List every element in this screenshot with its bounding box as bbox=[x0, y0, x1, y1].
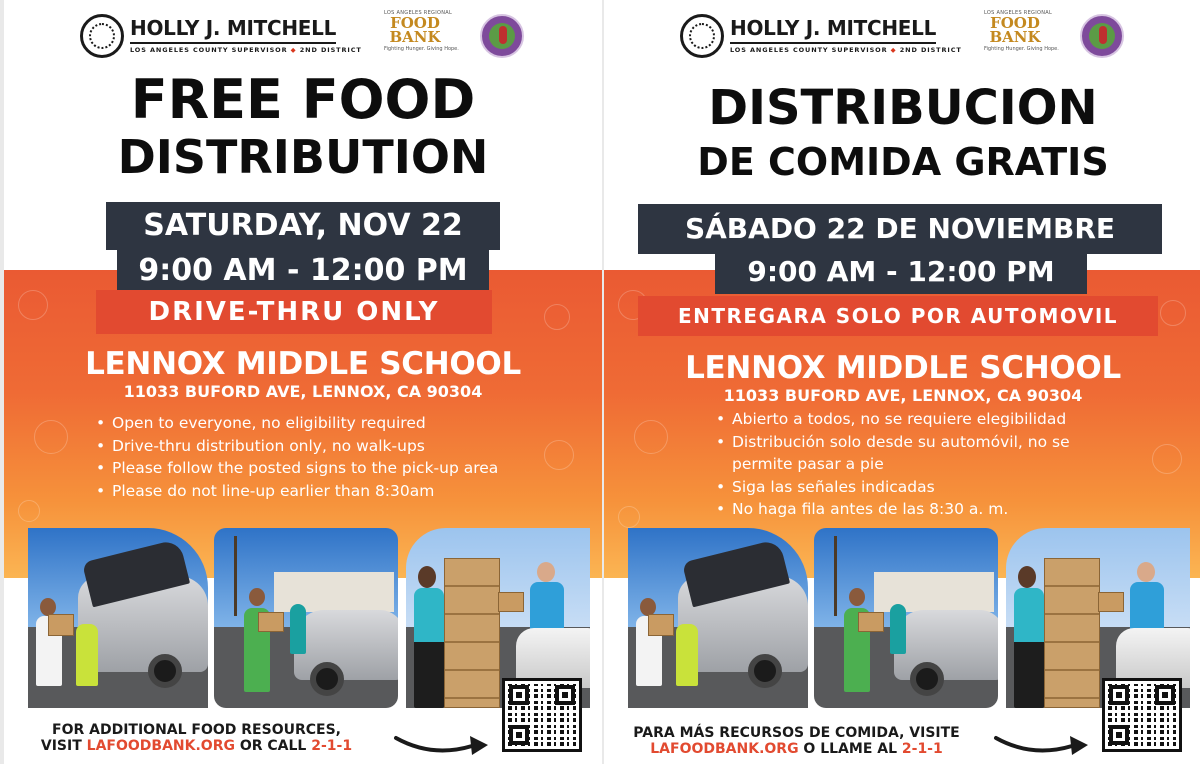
foodbank-logo bbox=[984, 10, 1059, 52]
diamond-icon: ◆ bbox=[290, 46, 297, 54]
foodbank-top: LOS ANGELES REGIONAL bbox=[384, 10, 453, 16]
volunteer-figure bbox=[414, 588, 444, 708]
list-item: • Open to everyone, no eligibility required bbox=[96, 412, 498, 435]
doodle-icon bbox=[634, 420, 668, 454]
footer-or: OR CALL bbox=[234, 738, 312, 754]
footer-resources bbox=[4, 722, 389, 754]
volunteer-head bbox=[537, 562, 555, 582]
supervisor-brand bbox=[730, 16, 960, 54]
foodbank-word-food: FOOD bbox=[390, 14, 440, 32]
headline-line-1: DISTRIBUCION bbox=[708, 80, 1098, 136]
foodbank-logo bbox=[384, 10, 459, 52]
flyer-english bbox=[4, 0, 602, 764]
food-box bbox=[858, 612, 884, 632]
qr-eye bbox=[509, 725, 529, 745]
footer-line-1: PARA MÁS RECURSOS DE COMIDA, VISITE bbox=[633, 725, 960, 741]
wheel bbox=[148, 654, 182, 688]
photo-volunteers-car bbox=[214, 528, 398, 708]
doodle-icon bbox=[544, 440, 574, 470]
brand-subtitle bbox=[730, 46, 960, 54]
volunteer-figure bbox=[290, 604, 306, 654]
foodbank-word-bank: BANK bbox=[989, 28, 1041, 46]
foodbank-word-food: FOOD bbox=[990, 14, 1040, 32]
brand-subtitle-b: 2ND DISTRICT bbox=[299, 46, 362, 54]
doodle-icon bbox=[618, 506, 640, 528]
info-list bbox=[96, 412, 498, 502]
date-box: SATURDAY, NOV 22 bbox=[106, 202, 500, 250]
volunteer-figure bbox=[676, 624, 698, 686]
doodle-icon bbox=[544, 304, 570, 330]
list-item: • Abierto a todos, no se requiere elegibilidad bbox=[716, 408, 1096, 431]
foodbank-tagline: Fighting Hunger. Giving Hope. bbox=[984, 46, 1059, 52]
qr-eye bbox=[1155, 685, 1175, 705]
brand-subtitle bbox=[130, 46, 360, 54]
school-name: LENNOX MIDDLE SCHOOL bbox=[85, 346, 521, 382]
arrow-right-icon bbox=[392, 728, 492, 758]
foodbank-top: LOS ANGELES REGIONAL bbox=[984, 10, 1053, 16]
qr-eye bbox=[1109, 725, 1129, 745]
footer-line-2 bbox=[4, 738, 389, 754]
school-name: LENNOX MIDDLE SCHOOL bbox=[685, 350, 1121, 386]
box-stack bbox=[444, 558, 500, 708]
drive-thru-banner: DRIVE-THRU ONLY bbox=[96, 290, 492, 334]
wheel bbox=[310, 662, 344, 696]
list-item: • Distribución solo desde su automóvil, no se permite pasar a pie bbox=[716, 431, 1096, 476]
flyer-header bbox=[604, 8, 1200, 74]
doodle-icon bbox=[18, 290, 48, 320]
footer-visit: VISIT bbox=[40, 738, 87, 754]
car-shape bbox=[294, 610, 398, 680]
food-box bbox=[258, 612, 284, 632]
foodbank-tagline: Fighting Hunger. Giving Hope. bbox=[384, 46, 459, 52]
drive-thru-banner: ENTREGARA SOLO POR AUTOMOVIL bbox=[638, 296, 1158, 336]
palm-tree bbox=[834, 536, 837, 616]
wheel bbox=[748, 654, 782, 688]
doodle-icon bbox=[18, 500, 40, 522]
supervisor-brand bbox=[130, 16, 360, 54]
volunteer-head bbox=[418, 566, 436, 588]
footer-line-2 bbox=[604, 741, 989, 757]
volunteer-figure bbox=[890, 604, 906, 654]
community-logo-icon bbox=[480, 14, 524, 58]
footer-or: O LLAME AL bbox=[798, 741, 902, 757]
phone-number[interactable]: 2-1-1 bbox=[901, 741, 943, 757]
footer-line-1: FOR ADDITIONAL FOOD RESOURCES, bbox=[52, 722, 341, 738]
photo-volunteers-van bbox=[28, 528, 208, 708]
doodle-icon bbox=[34, 420, 68, 454]
box-stack bbox=[1044, 558, 1100, 708]
food-box bbox=[1098, 592, 1124, 612]
arrow-right-icon bbox=[992, 728, 1092, 758]
qr-eye bbox=[509, 685, 529, 705]
volunteer-head bbox=[849, 588, 865, 606]
qr-eye bbox=[555, 685, 575, 705]
list-item: • Please do not line-up earlier than 8:30am bbox=[96, 480, 498, 503]
list-item: • Siga las señales indicadas bbox=[716, 476, 1096, 499]
qr-eye bbox=[1109, 685, 1129, 705]
brand-name: HOLLY J. MITCHELL bbox=[730, 16, 936, 44]
volunteer-head bbox=[1018, 566, 1036, 588]
palm-tree bbox=[234, 536, 237, 616]
info-list bbox=[716, 408, 1096, 521]
foodbank-link[interactable]: LAFOODBANK.ORG bbox=[86, 738, 235, 754]
time-box: 9:00 AM - 12:00 PM bbox=[715, 250, 1087, 294]
date-box: SÁBADO 22 DE NOVIEMBRE bbox=[638, 204, 1162, 254]
headline-line-1: FREE FOOD bbox=[130, 68, 476, 131]
footer-resources bbox=[604, 725, 989, 757]
phone-number[interactable]: 2-1-1 bbox=[311, 738, 353, 754]
foodbank-link[interactable]: LAFOODBANK.ORG bbox=[650, 741, 799, 757]
county-seal-icon bbox=[680, 14, 724, 58]
brand-subtitle-b: 2ND DISTRICT bbox=[899, 46, 962, 54]
car-shape bbox=[894, 610, 998, 680]
brand-name: HOLLY J. MITCHELL bbox=[130, 16, 336, 44]
flyer-spanish bbox=[604, 0, 1200, 764]
photo-volunteers-van bbox=[628, 528, 808, 708]
time-box: 9:00 AM - 12:00 PM bbox=[117, 248, 489, 294]
school-address: 11033 BUFORD AVE, LENNOX, CA 90304 bbox=[723, 386, 1083, 405]
volunteer-head bbox=[1137, 562, 1155, 582]
volunteer-head bbox=[249, 588, 265, 606]
county-seal-icon bbox=[80, 14, 124, 58]
flyer-header bbox=[4, 8, 602, 74]
food-box bbox=[498, 592, 524, 612]
photo-volunteers-car bbox=[814, 528, 998, 708]
doodle-icon bbox=[1152, 444, 1182, 474]
list-item: • Drive-thru distribution only, no walk-ups bbox=[96, 435, 498, 458]
diamond-icon: ◆ bbox=[890, 46, 897, 54]
food-box bbox=[48, 614, 74, 636]
community-logo-icon bbox=[1080, 14, 1124, 58]
volunteer-figure bbox=[76, 624, 98, 686]
qr-code-icon[interactable] bbox=[1102, 678, 1182, 752]
brand-subtitle-a: LOS ANGELES COUNTY SUPERVISOR bbox=[130, 46, 288, 54]
school-address: 11033 BUFORD AVE, LENNOX, CA 90304 bbox=[123, 382, 483, 401]
list-item: • No haga fila antes de las 8:30 a. m. bbox=[716, 498, 1096, 521]
list-item: • Please follow the posted signs to the pick-up area bbox=[96, 457, 498, 480]
brand-subtitle-a: LOS ANGELES COUNTY SUPERVISOR bbox=[730, 46, 888, 54]
doodle-icon bbox=[1160, 300, 1186, 326]
qr-code-icon[interactable] bbox=[502, 678, 582, 752]
volunteer-figure bbox=[1014, 588, 1044, 708]
wheel bbox=[910, 662, 944, 696]
headline-line-2: DE COMIDA GRATIS bbox=[697, 140, 1109, 184]
headline-line-2: DISTRIBUTION bbox=[117, 130, 489, 184]
food-box bbox=[648, 614, 674, 636]
foodbank-word-bank: BANK bbox=[389, 28, 441, 46]
